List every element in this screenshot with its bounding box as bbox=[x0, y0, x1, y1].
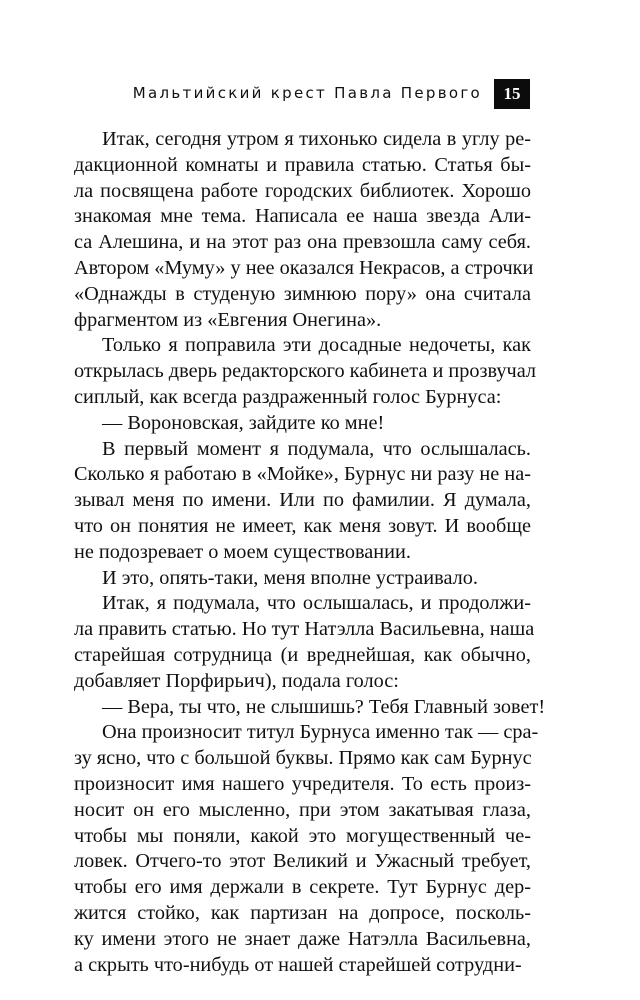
text-line: «Однажды в студеную зимнюю пору» она считала bbox=[74, 282, 531, 305]
text-line: Автором «Муму» у нее оказался Некрасов, а строчки bbox=[74, 256, 534, 279]
text-line: чтобы его имя держали в секрете. Тут Бурнус дер- bbox=[74, 876, 531, 899]
text-line: чтобы мы поняли, какой это могущественный че- bbox=[74, 824, 531, 847]
text-line: а скрыть что-нибудь от нашей старейшей сотрудни- bbox=[74, 953, 522, 976]
page-number: 15 bbox=[494, 79, 530, 109]
text-line: Только я поправила эти досадные недочеты, как bbox=[102, 334, 531, 357]
paragraph bbox=[74, 411, 531, 437]
text-line: В первый момент я подумала, что ослышалась. bbox=[102, 437, 531, 460]
text-line: жится стойко, как партизан на допросе, посколь- bbox=[74, 901, 531, 924]
text-line: ловек. Отчего-то этот Великий и Ужасный требует, bbox=[74, 850, 531, 873]
text-line: сиплый, как всегда раздраженный голос Бурнуса: bbox=[74, 385, 502, 408]
paragraph bbox=[74, 591, 535, 694]
text-line: старейшая сотрудница (и вреднейшая, как обычно, bbox=[74, 643, 531, 666]
text-line: ла править статью. Но тут Натэлла Васильевна, наша bbox=[74, 618, 535, 641]
text-line: не подозревает о моем существовании. bbox=[74, 540, 411, 563]
text-line: ку имени этого не знает даже Натэлла Васильевна, bbox=[74, 927, 531, 950]
text-line: Сколько я работаю в «Мойке», Бурнус ни разу не на- bbox=[74, 463, 531, 486]
text-line: Итак, я подумала, что ослышалась, и продолжи- bbox=[102, 592, 531, 615]
text-line: произносит имя нашего учредителя. То есть произ- bbox=[74, 772, 531, 795]
text-line: носит он его мысленно, при этом закатывая глаза, bbox=[74, 798, 531, 821]
text-line: зывал меня по имени. Или по фамилии. Я думала, bbox=[74, 489, 531, 512]
text-line: что он понятия не имеет, как меня зовут. И вообще bbox=[74, 514, 531, 537]
paragraph bbox=[74, 333, 537, 410]
text-line: са Алешина, и на этот раз она превзошла саму себя. bbox=[74, 231, 531, 254]
text-line: Она произносит титул Бурнуса именно так — сра- bbox=[102, 721, 539, 744]
text-line: зу ясно, что с большой буквы. Прямо как сам Бурнус bbox=[74, 747, 532, 770]
paragraph bbox=[74, 437, 531, 566]
text-line: добавляет Порфирьич), подала голос: bbox=[74, 669, 399, 692]
paragraph bbox=[74, 720, 539, 978]
text-line: фрагментом из «Евгения Онегина». bbox=[74, 308, 382, 331]
text-line: дакционной комнаты и правила статью. Статья бы- bbox=[74, 153, 531, 176]
body-text bbox=[74, 127, 546, 978]
paragraph bbox=[74, 695, 546, 721]
text-line: Итак, сегодня утром я тихонько сидела в углу ре- bbox=[102, 128, 531, 150]
running-title: Мальтийский крест Павла Первого bbox=[132, 84, 482, 102]
text-line: — Вера, ты что, не слышишь? Тебя Главный зовет! bbox=[102, 695, 546, 718]
text-line: И это, опять-таки, меня вполне устраивало. bbox=[102, 566, 478, 589]
text-line: — Вороновская, зайдите ко мне! bbox=[102, 411, 385, 434]
text-line: открылась дверь редакторского кабинета и прозвучал bbox=[74, 360, 537, 383]
paragraph bbox=[74, 127, 534, 333]
text-line: знакомая мне тема. Написала ее наша звезда Али- bbox=[74, 205, 531, 228]
text-line: ла посвящена работе городских библиотек. Хорошо bbox=[74, 179, 531, 202]
running-head bbox=[80, 79, 530, 109]
paragraph bbox=[74, 566, 531, 592]
